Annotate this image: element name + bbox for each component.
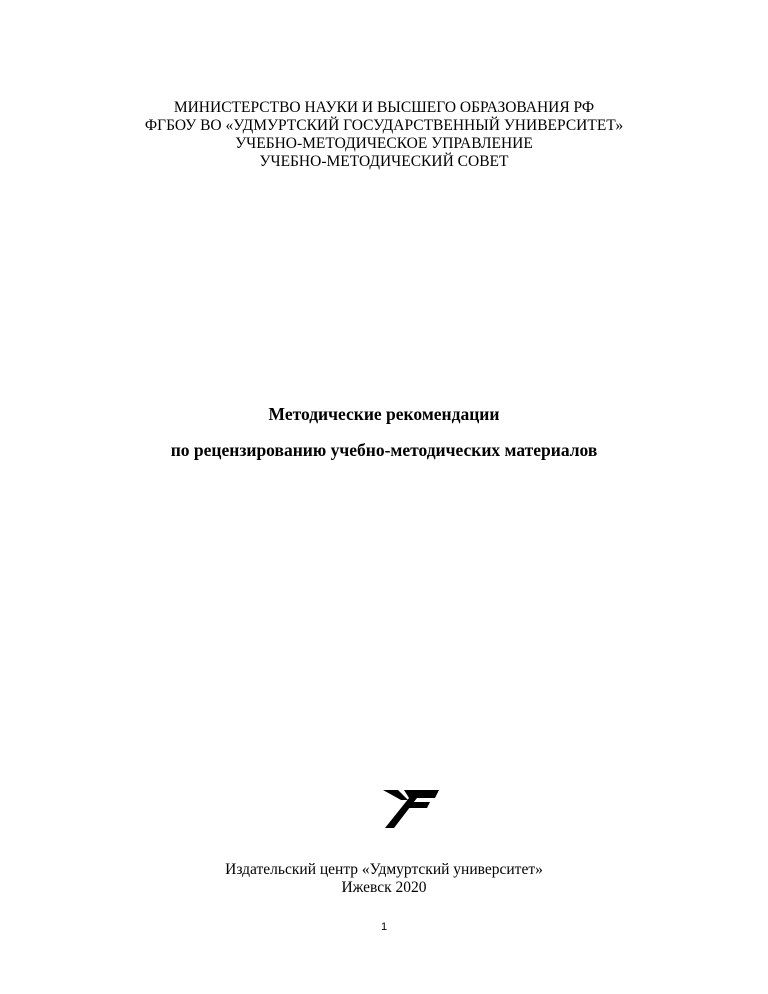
document-header — [0, 99, 768, 171]
header-department: УЧЕБНО-МЕТОДИЧЕСКОЕ УПРАВЛЕНИЕ — [235, 135, 533, 152]
header-university: ФГБОУ ВО «УДМУРТСКИЙ ГОСУДАРСТВЕННЫЙ УНИВЕРСИТЕТ» — [144, 117, 624, 134]
footer-city-year: Ижевск 2020 — [341, 879, 427, 896]
footer-publisher: Издательский центр «Удмуртский университет» — [225, 861, 543, 878]
udmurt-university-logo-icon — [382, 786, 440, 830]
page-number: 1 — [380, 921, 388, 933]
document-footer — [0, 861, 768, 897]
title-line-1: Методические рекомендации — [268, 404, 500, 424]
title-line-2: по рецензированию учебно-методических материалов — [170, 440, 598, 460]
header-ministry: МИНИСТЕРСТВО НАУКИ И ВЫСШЕГО ОБРАЗОВАНИЯ РФ — [173, 99, 595, 116]
header-council: УЧЕБНО-МЕТОДИЧЕСКИЙ СОВЕТ — [259, 153, 509, 170]
